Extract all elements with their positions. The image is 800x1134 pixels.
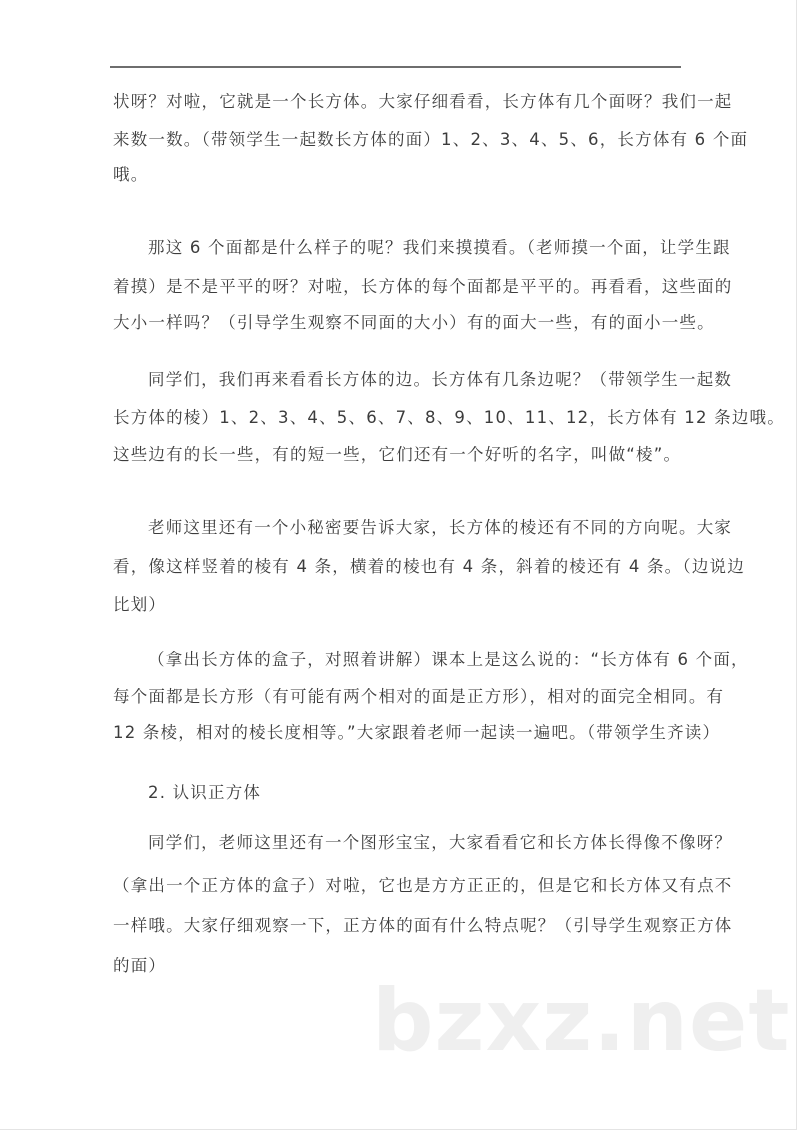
paragraph-line: 每个面都是长方形（有可能有两个相对的面是正方形），相对的面完全相同。有 (113, 687, 725, 706)
paragraph-line: 这些边有的长一些，有的短一些，它们还有一个好听的名字，叫做“棱”。 (113, 445, 682, 464)
paragraph-line: （拿出长方体的盒子，对照着讲解）课本上是这么说的：“长方体有 6 个面， (148, 650, 749, 669)
paragraph-line: 12 条棱，相对的棱长度相等。”大家跟着老师一起读一遍吧。（带领学生齐读） (113, 723, 721, 742)
paragraph-line: 比划） (113, 595, 167, 614)
section-heading: 2. 认识正方体 (148, 783, 262, 802)
watermark: bzxz.net (372, 971, 791, 1071)
paragraph-line: 的面） (113, 956, 167, 975)
paragraph-line: （拿出一个正方体的盒子）对啦，它也是方方正正的，但是它和长方体又有点不 (113, 876, 733, 895)
paragraph-line: 那这 6 个面都是什么样子的呢？我们来摸摸看。（老师摸一个面，让学生跟 (148, 238, 731, 257)
paragraph-line: 大小一样吗？（引导学生观察不同面的大小）有的面大一些，有的面小一些。 (113, 313, 715, 332)
paragraph-line: 老师这里还有一个小秘密要告诉大家，长方体的棱还有不同的方向呢。大家 (148, 518, 733, 537)
paragraph-line: 同学们，老师这里还有一个图形宝宝，大家看看它和长方体长得像不像呀？ (148, 833, 733, 852)
paragraph-line: 来数一数。（带领学生一起数长方体的面）1、2、3、4、5、6，长方体有 6 个面 (113, 130, 749, 149)
paragraph-line: 着摸）是不是平平的呀？对啦，长方体的每个面都是平平的。再看看，这些面的 (113, 277, 733, 296)
paragraph-line: 同学们，我们再来看看长方体的边。长方体有几条边呢？（带领学生一起数 (148, 370, 733, 389)
paragraph-line: 长方体的棱）1、2、3、4、5、6、7、8、9、10、11、12，长方体有 12 条边哦。 (113, 408, 785, 427)
paragraph-line: 一样哦。大家仔细观察一下，正方体的面有什么特点呢？（引导学生观察正方体 (113, 916, 733, 935)
paragraph-line: 哦。 (113, 165, 149, 184)
header-rule (110, 66, 681, 68)
paragraph-line: 状呀？对啦，它就是一个长方体。大家仔细看看，长方体有几个面呀？我们一起 (113, 92, 733, 111)
paragraph-line: 看，像这样竖着的棱有 4 条，横着的棱也有 4 条，斜着的棱还有 4 条。（边说边 (113, 557, 745, 576)
